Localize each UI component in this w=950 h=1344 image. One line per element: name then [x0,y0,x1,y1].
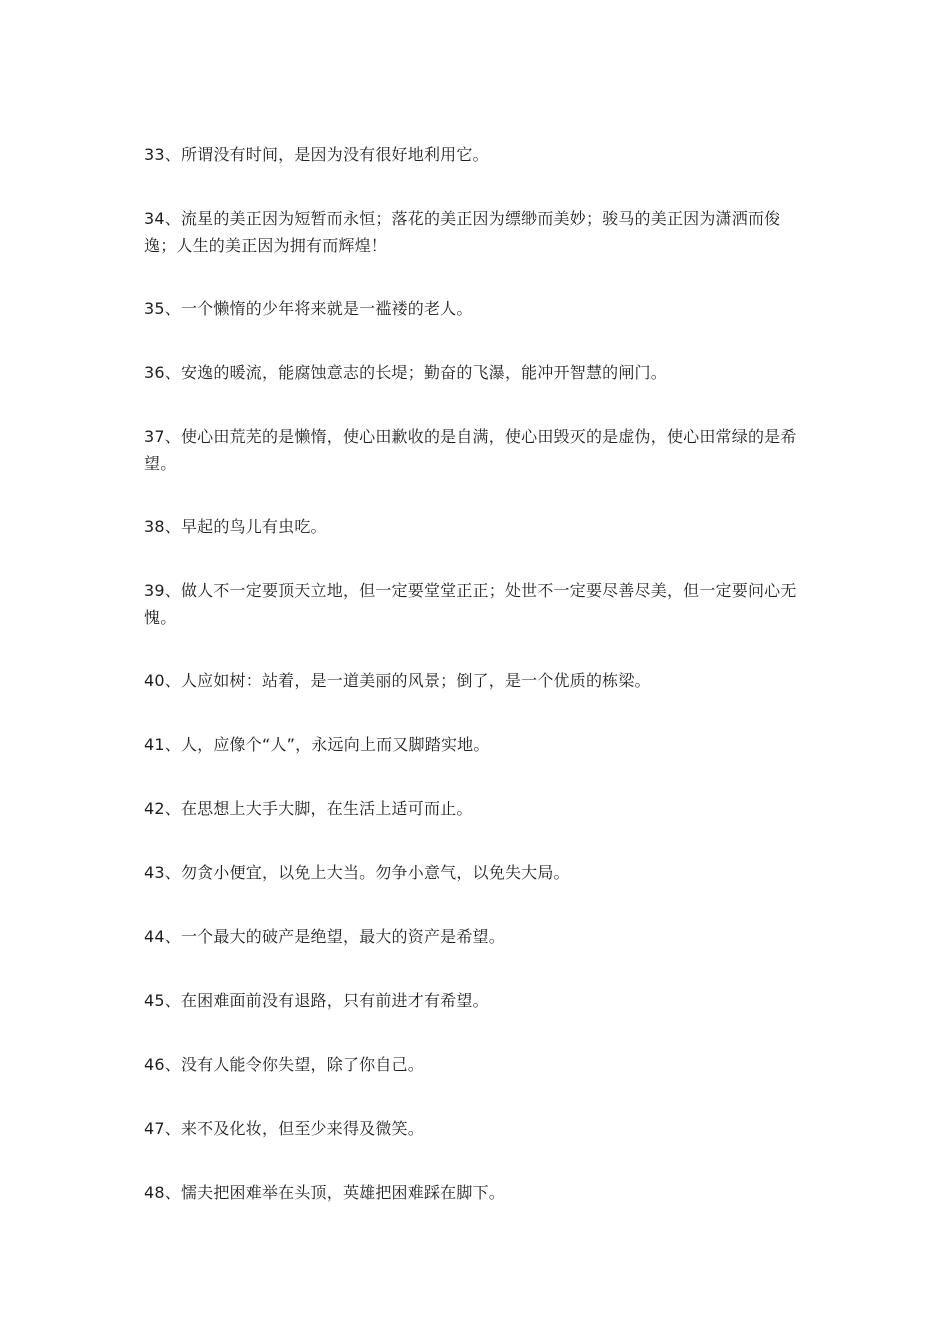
quote-45: 45、在困难面前没有退路，只有前进才有希望。 [144,991,489,1010]
quote-39: 39、做人不一定要顶天立地，但一定要堂堂正正；处世不一定要尽善尽美，但一定要问心无愧。 [144,581,797,627]
quote-34: 34、流星的美正因为短暂而永恒；落花的美正因为缥缈而美妙；骏马的美正因为潇洒而俊逸；人生的美正因为拥有而辉煌！ [144,209,781,255]
quote-37: 37、使心田荒芜的是懒惰，使心田歉收的是自满，使心田毁灭的是虚伪，使心田常绿的是希望。 [144,427,797,473]
quote-33: 33、所谓没有时间，是因为没有很好地利用它。 [144,145,489,164]
quote-41: 41、人，应像个“人”，永远向上而又脚踏实地。 [144,735,490,754]
quote-list [144,141,812,1243]
quote-42: 42、在思想上大手大脚，在生活上适可而止。 [144,799,473,818]
quote-36: 36、安逸的暖流，能腐蚀意志的长堤；勤奋的飞瀑，能冲开智慧的闸门。 [144,363,667,382]
quote-35: 35、一个懒惰的少年将来就是一褴褛的老人。 [144,299,473,318]
quote-43: 43、勿贪小便宜，以免上大当。勿争小意气，以免失大局。 [144,863,570,882]
quote-48: 48、懦夫把困难举在头顶，英雄把困难踩在脚下。 [144,1183,505,1202]
quote-38: 38、早起的鸟儿有虫吃。 [144,517,327,536]
quote-44: 44、一个最大的破产是绝望，最大的资产是希望。 [144,927,505,946]
quote-40: 40、人应如树：站着，是一道美丽的风景；倒了，是一个优质的栋梁。 [144,671,651,690]
quote-47: 47、来不及化妆，但至少来得及微笑。 [144,1119,424,1138]
quote-46: 46、没有人能令你失望，除了你自己。 [144,1055,424,1074]
